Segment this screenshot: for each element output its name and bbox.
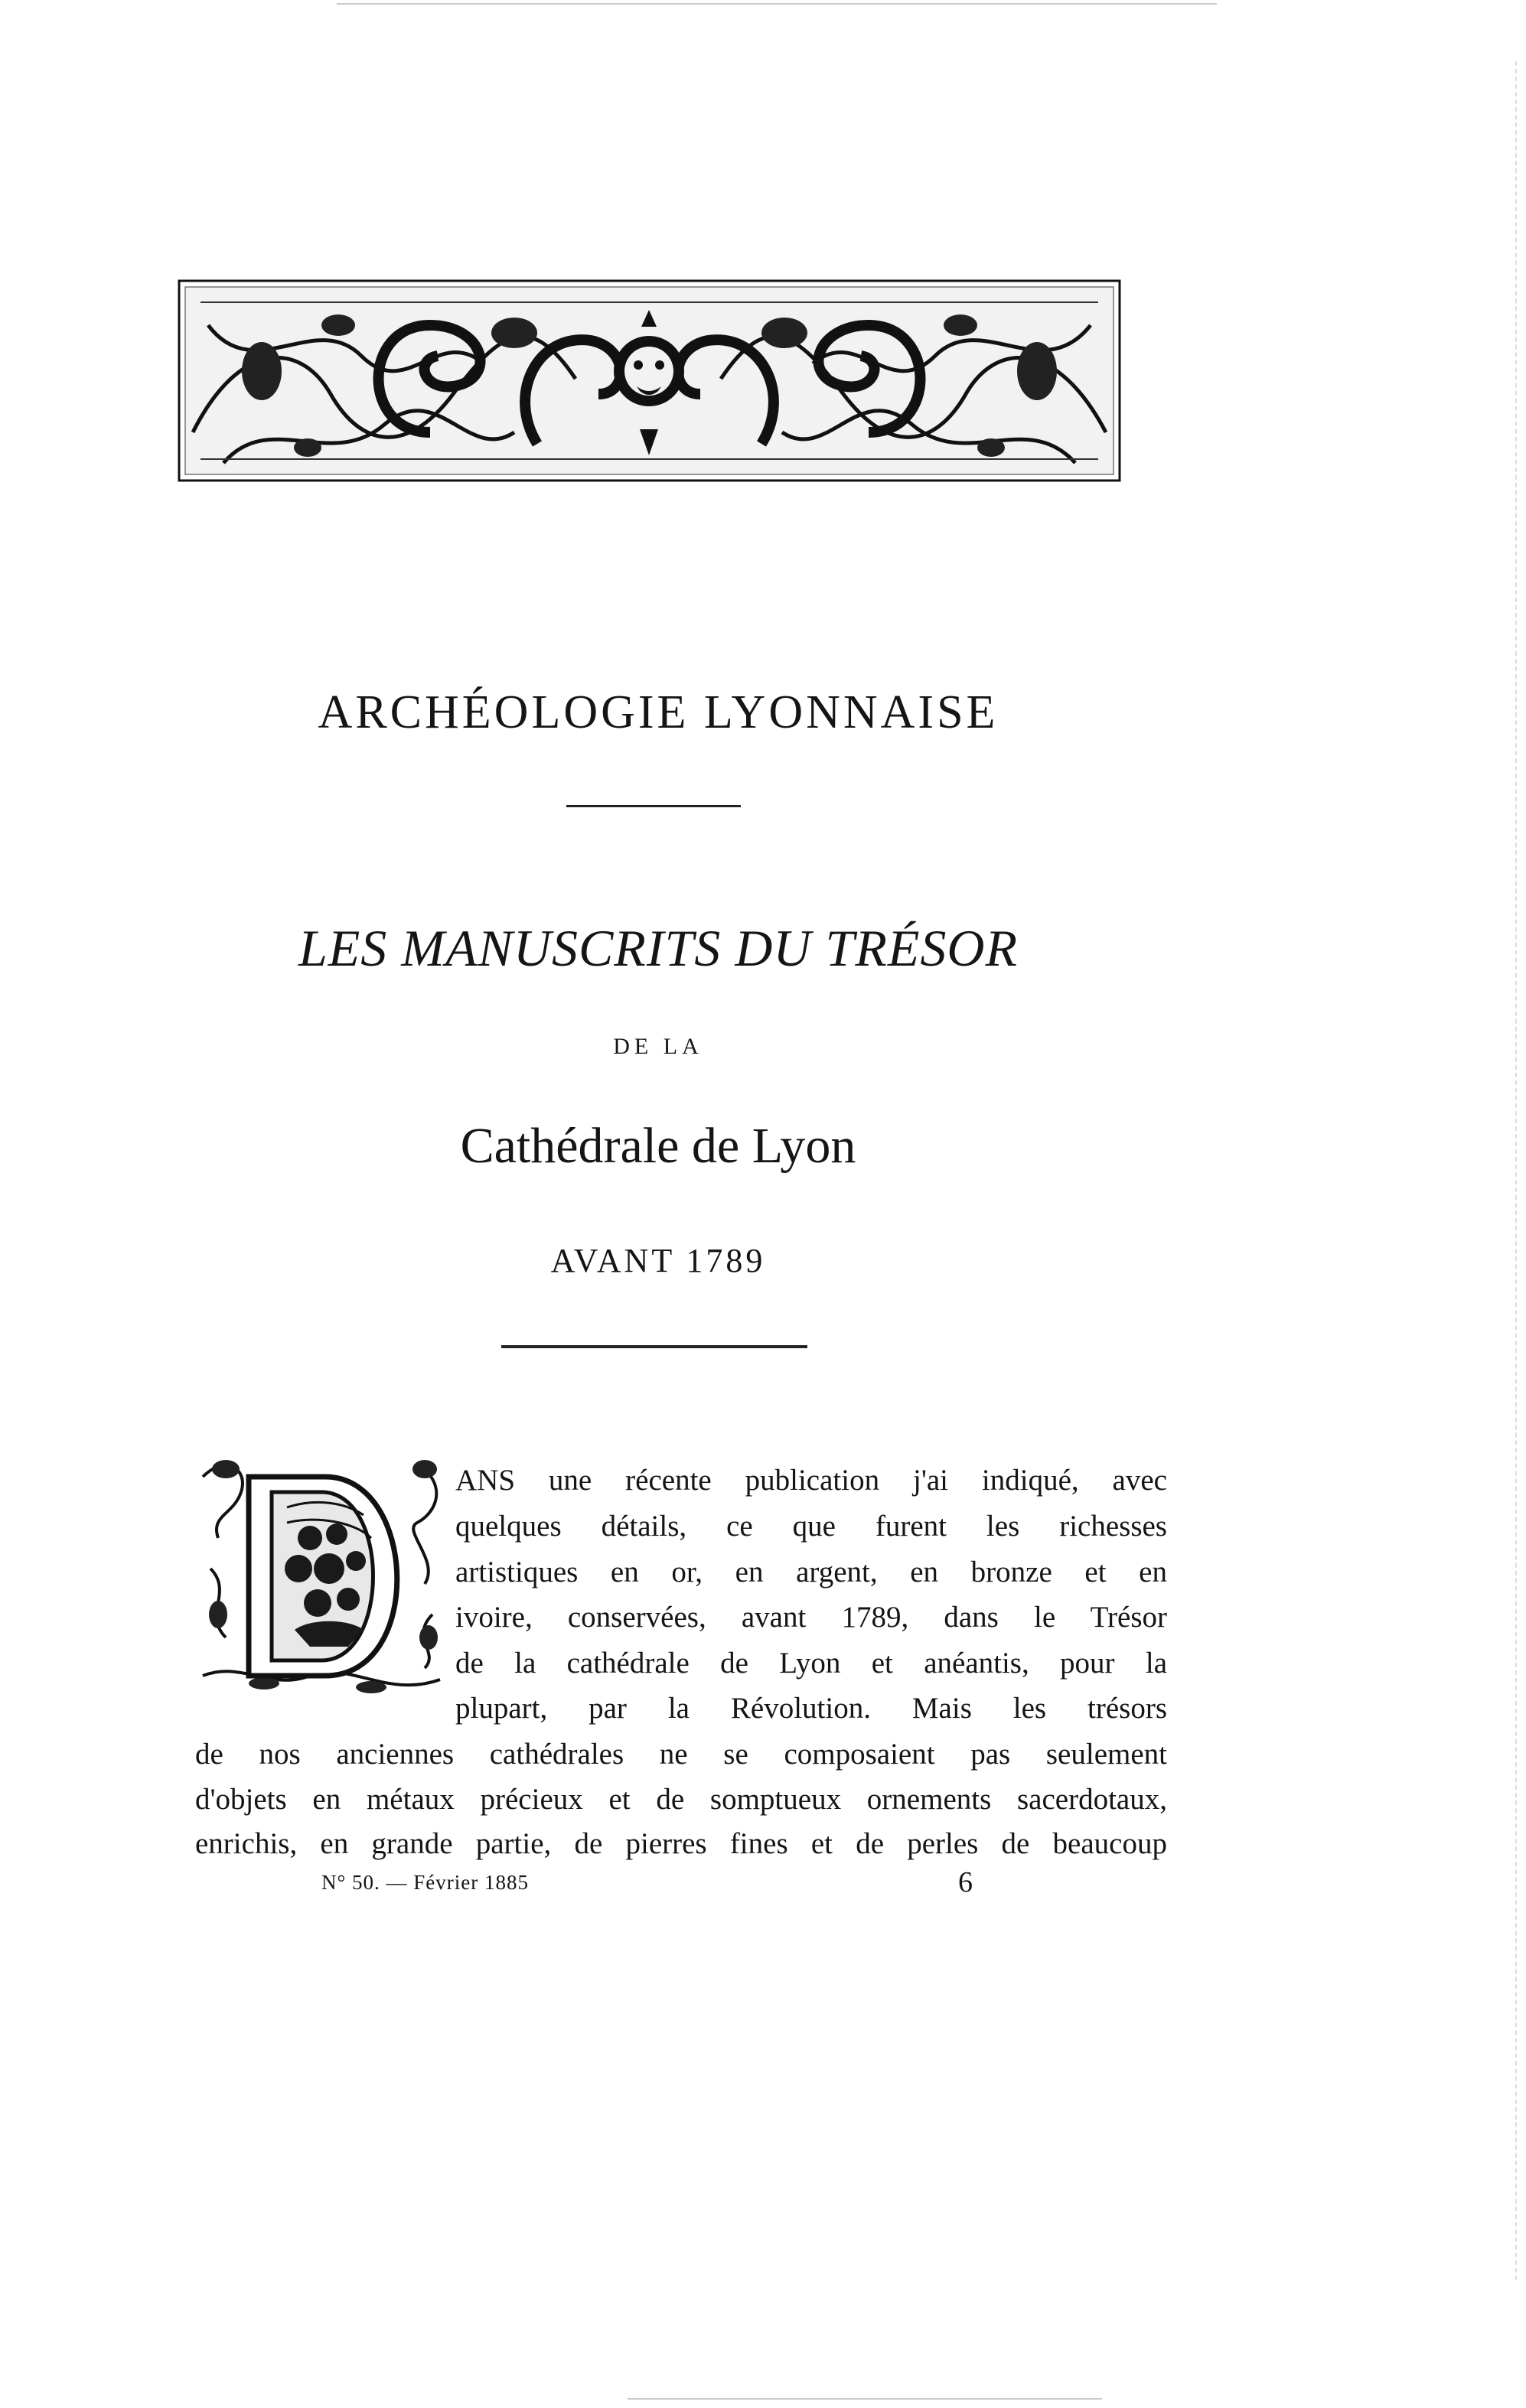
body-line-4: ivoire, conservées, avant 1789, dans le Trésor [455, 1601, 1167, 1634]
title-subject: Cathédrale de Lyon [460, 1118, 856, 1174]
body-line-3: artistiques en or, en argent, en bronze et en [455, 1556, 1167, 1588]
scan-edge-right [1515, 61, 1517, 2280]
body-line-8: d'objets en métaux précieux et de somptueux ornements sacerdotaux, [195, 1783, 1167, 1816]
ornamental-headpiece [178, 279, 1121, 482]
dropcap-ornament [195, 1446, 455, 1710]
title-divider [566, 805, 741, 807]
scan-edge-top [337, 3, 1217, 5]
issue-signature: N° 50. — Février 1885 [321, 1871, 530, 1894]
body-line-1: ANS une récente publication j'ai indiqué, avec [455, 1464, 1167, 1497]
title-connector: DE LA [613, 1034, 703, 1059]
page-number: 6 [958, 1866, 973, 1898]
body-divider [501, 1345, 807, 1348]
body-line-5: de la cathédrale de Lyon et anéantis, pour la [455, 1647, 1167, 1680]
section-title: ARCHÉOLOGIE LYONNAISE [318, 686, 999, 738]
scan-edge-bottom [628, 2398, 1102, 2400]
body-line-9: enrichis, en grande partie, de pierres fines et de perles de beaucoup [195, 1827, 1167, 1860]
body-line-6: plupart, par la Révolution. Mais les trésors [455, 1692, 1167, 1725]
article-title: LES MANUSCRITS DU TRÉSOR [298, 919, 1019, 977]
title-date: AVANT 1789 [550, 1242, 766, 1279]
dropcap-engraving [195, 1446, 455, 1710]
body-line-2: quelques détails, ce que furent les richesses [455, 1510, 1167, 1543]
body-line-7: de nos anciennes cathédrales ne se composaient pas seulement [195, 1738, 1167, 1771]
headpiece-engraving [178, 279, 1121, 482]
